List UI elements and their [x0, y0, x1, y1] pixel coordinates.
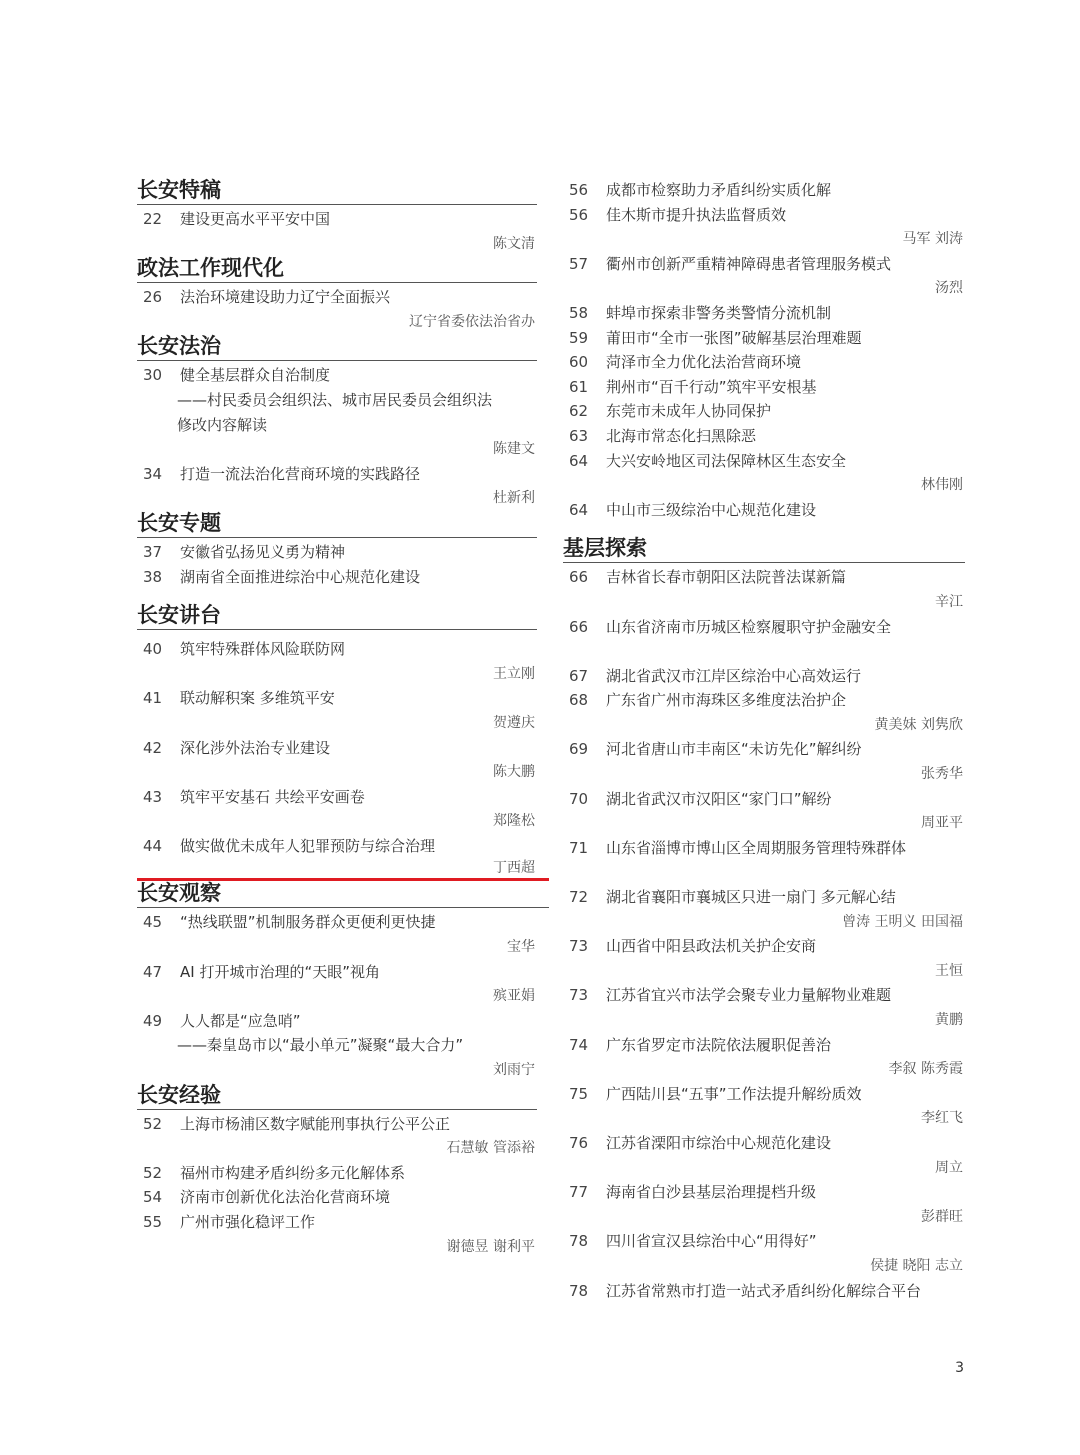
- entry-author: 贺遵庆: [493, 714, 535, 731]
- toc-entry[interactable]: [137, 910, 537, 935]
- section-title: 长安法治: [137, 334, 537, 361]
- entry-author: 曾涛 王明义 田国福: [842, 913, 963, 930]
- entry-title: 济南市创新优化法治化营商环境: [180, 1188, 391, 1207]
- entry-author: 马军 刘涛: [902, 231, 963, 248]
- entry-title: 江苏省常熟市打造一站式矛盾纠纷化解综合平台: [606, 1281, 922, 1300]
- page-ref: 64: [569, 451, 589, 470]
- entry-title: 做实做优未成年人犯罪预防与综合治理: [180, 836, 436, 855]
- toc-entry[interactable]: [137, 686, 537, 711]
- entry-title: 莆田市“全市一张图”破解基层治理难题: [606, 328, 862, 347]
- page-ref: 78: [569, 1281, 589, 1300]
- page-ref: 68: [569, 691, 589, 710]
- page-ref: 42: [143, 738, 163, 757]
- page-ref: 66: [569, 617, 589, 636]
- page-ref: 44: [143, 836, 163, 855]
- page-ref: 43: [143, 787, 163, 806]
- page-ref: 59: [569, 328, 589, 347]
- toc-entry[interactable]: [563, 424, 965, 449]
- page-ref: 56: [569, 205, 589, 224]
- toc-entry[interactable]: [563, 664, 965, 689]
- toc-entry[interactable]: [563, 1082, 965, 1107]
- entry-title: 中山市三级综治中心规范化建设: [606, 500, 817, 519]
- section-title: 长安经验: [137, 1083, 537, 1110]
- entry-author: 石慧敏 管添裕: [446, 1140, 535, 1157]
- toc-entry[interactable]: [137, 960, 537, 985]
- entry-author: 陈大鹏: [493, 764, 535, 781]
- toc-entry[interactable]: [137, 462, 537, 487]
- toc-entry[interactable]: [563, 203, 965, 228]
- page-ref: 76: [569, 1133, 589, 1152]
- entry-title: 湖北省武汉市江岸区综治中心高效运行: [606, 666, 862, 685]
- entry-title: 四川省宣汉县综治中心“用得好”: [606, 1232, 817, 1251]
- page-ref: 62: [569, 402, 589, 421]
- entry-title: 建设更高水平平安中国: [180, 210, 331, 228]
- toc-entry[interactable]: [137, 285, 537, 310]
- page-ref: 69: [569, 740, 589, 759]
- page-ref: 64: [569, 500, 589, 519]
- page-ref: 72: [569, 888, 589, 907]
- spacer-row: [563, 639, 965, 664]
- toc-entry[interactable]: [563, 688, 965, 713]
- entry-author: 杜新利: [493, 490, 535, 507]
- page-ref: 77: [569, 1183, 589, 1202]
- toc-entry[interactable]: [563, 252, 965, 277]
- entry-title: 山东省济南市历城区检察履职守护金融安全: [606, 617, 892, 636]
- entry-title: 广州市强化稳评工作: [180, 1213, 316, 1231]
- entry-author: 王立刚: [493, 665, 535, 682]
- entry-author: 宝华: [507, 939, 535, 956]
- toc-entry[interactable]: [137, 540, 537, 565]
- page-ref: 75: [569, 1084, 589, 1103]
- entry-author: 殡亚娟: [493, 988, 535, 1005]
- page-ref: 73: [569, 937, 589, 956]
- entry-author: 刘雨宁: [493, 1062, 535, 1079]
- entry-subtitle: [137, 1033, 537, 1058]
- toc-entry[interactable]: [563, 350, 965, 375]
- toc-entry[interactable]: [137, 637, 537, 662]
- entry-title: 法治环境建设助力辽宁全面振兴: [180, 288, 391, 307]
- entry-title: AI 打开城市治理的“天眼”视角: [180, 962, 380, 981]
- section-title: 长安专题: [137, 511, 537, 538]
- entry-title: 吉林省长春市朝阳区法院普法谋新篇: [606, 568, 847, 587]
- toc-entry[interactable]: [137, 1009, 537, 1034]
- entry-author: 谢德昱 谢利平: [446, 1238, 535, 1255]
- entry-title: 筑牢特殊群体风险联防网: [180, 640, 346, 659]
- toc-entry[interactable]: [563, 836, 965, 861]
- toc-entry[interactable]: [137, 1210, 537, 1235]
- entry-title: 联动解积案 多维筑平安: [180, 689, 335, 708]
- spacer-row: [563, 860, 965, 885]
- entry-author: 林伟刚: [921, 477, 963, 494]
- entry-author: 辛江: [935, 593, 963, 610]
- page-ref: 55: [143, 1213, 163, 1231]
- entry-title: “热线联盟”机制服务群众更便利更快捷: [180, 913, 436, 932]
- page-ref: 60: [569, 353, 589, 372]
- toc-entry[interactable]: [563, 737, 965, 762]
- toc-entry[interactable]: [563, 1279, 965, 1304]
- page-ref: 74: [569, 1035, 589, 1054]
- toc-entry[interactable]: [137, 207, 537, 232]
- section-title: 长安特稿: [137, 178, 537, 205]
- page-ref: 56: [569, 181, 589, 199]
- entry-title: 东莞市未成年人协同保护: [606, 402, 772, 421]
- page-ref: 40: [143, 640, 163, 659]
- toc-entry[interactable]: [563, 565, 965, 590]
- page-ref: 38: [143, 567, 163, 586]
- page-ref: 41: [143, 689, 163, 708]
- toc-entry[interactable]: [137, 1185, 537, 1210]
- toc-entry[interactable]: [137, 565, 537, 590]
- entry-title: 成都市检察助力矛盾纠纷实质化解: [606, 181, 832, 199]
- entry-title: 湖北省武汉市汉阳区“家门口”解纷: [606, 789, 832, 808]
- page-ref: 45: [143, 913, 163, 932]
- entry-author: 丁西超: [493, 860, 535, 877]
- page-ref: 70: [569, 789, 589, 808]
- page-ref: 67: [569, 666, 589, 685]
- page-ref: 22: [143, 210, 163, 228]
- toc-entry[interactable]: [563, 326, 965, 351]
- entry-title: 安徽省弘扬见义勇为精神: [180, 542, 346, 561]
- toc-entry[interactable]: [563, 983, 965, 1008]
- page-number: 3: [955, 1360, 964, 1376]
- page-ref: 78: [569, 1232, 589, 1251]
- toc-entry[interactable]: [563, 1229, 965, 1254]
- toc-entry[interactable]: [137, 1112, 537, 1137]
- entry-author: 张秀华: [921, 766, 963, 783]
- entry-subtitle-text: ——秦皇岛市以“最小单元”凝聚“最大合力”: [177, 1036, 464, 1055]
- entry-author: 王恒: [935, 962, 963, 979]
- toc-entry[interactable]: [563, 375, 965, 400]
- toc-left-column: [137, 178, 537, 1259]
- section-title: 长安讲台: [137, 603, 537, 630]
- toc-entry[interactable]: [563, 615, 965, 640]
- entry-title: 山西省中阳县政法机关护企安商: [606, 937, 817, 956]
- toc-entry[interactable]: [563, 1131, 965, 1156]
- toc-entry[interactable]: [563, 1033, 965, 1058]
- entry-title: 湖南省全面推进综治中心规范化建设: [180, 567, 421, 586]
- entry-title: 福州市构建矛盾纠纷多元化解体系: [180, 1163, 406, 1182]
- section-title: 基层探索: [563, 536, 965, 563]
- page-ref: 47: [143, 962, 163, 981]
- entry-title: 河北省唐山市丰南区“未访先化”解纠纷: [606, 740, 862, 759]
- toc-right-column: [563, 178, 965, 1303]
- entry-title: 海南省白沙县基层治理提档升级: [606, 1183, 817, 1202]
- page-ref: 30: [143, 366, 163, 385]
- page-ref: 49: [143, 1011, 163, 1030]
- section-title: 长安观察: [137, 878, 549, 908]
- entry-author: 辽宁省委依法治省办: [409, 313, 535, 330]
- entry-title: 广西陆川县“五事”工作法提升解纷质效: [606, 1084, 862, 1103]
- entry-author: 周立: [935, 1159, 963, 1176]
- page-ref: 26: [143, 288, 163, 307]
- toc-entry[interactable]: [137, 363, 537, 388]
- entry-title: 大兴安岭地区司法保障林区生态安全: [606, 451, 847, 470]
- page-ref: 73: [569, 986, 589, 1005]
- entry-title: 衢州市创新严重精神障碍患者管理服务模式: [606, 254, 892, 273]
- entry-author: 彭群旺: [921, 1208, 963, 1225]
- entry-title: 荆州市“百千行动”筑牢平安根基: [606, 377, 817, 396]
- entry-title: 上海市杨浦区数字赋能刑事执行公平公正: [180, 1114, 451, 1133]
- entry-title: 深化涉外法治专业建设: [180, 738, 331, 757]
- toc-entry[interactable]: [137, 834, 537, 859]
- entry-subtitle: [137, 413, 537, 438]
- page-ref: 61: [569, 377, 589, 396]
- entry-subtitle-text: ——村民委员会组织法、城市居民委员会组织法: [177, 390, 493, 409]
- page-ref: 58: [569, 303, 589, 322]
- entry-author: 陈文清: [493, 235, 535, 252]
- entry-author: 黄美妹 刘隽欣: [874, 716, 963, 733]
- toc-entry[interactable]: [563, 498, 965, 523]
- toc-entry[interactable]: [563, 934, 965, 959]
- entry-title: 广东省罗定市法院依法履职促善治: [606, 1035, 832, 1054]
- page-ref: 66: [569, 568, 589, 587]
- entry-title: 山东省淄博市博山区全周期服务管理特殊群体: [606, 838, 907, 857]
- entry-title: 蚌埠市探索非警务类警情分流机制: [606, 303, 832, 322]
- page-ref: 52: [143, 1163, 163, 1182]
- entry-subtitle: [137, 388, 537, 413]
- entry-author: 郑隆松: [493, 813, 535, 830]
- page-ref: 54: [143, 1188, 163, 1207]
- entry-title: 湖北省襄阳市襄城区只进一扇门 多元解心结: [606, 888, 896, 907]
- toc-entry[interactable]: [563, 399, 965, 424]
- toc-entry[interactable]: [137, 1161, 537, 1186]
- entry-title: 人人都是“应急哨”: [180, 1011, 301, 1030]
- page-ref: 71: [569, 838, 589, 857]
- entry-author: 陈建文: [493, 441, 535, 458]
- page-ref: 63: [569, 426, 589, 445]
- toc-entry[interactable]: [137, 785, 537, 810]
- entry-title: 筑牢平安基石 共绘平安画卷: [180, 787, 365, 806]
- toc-entry[interactable]: [563, 301, 965, 326]
- entry-title: 打造一流法治化营商环境的实践路径: [180, 464, 421, 483]
- entry-title: 江苏省溧阳市综治中心规范化建设: [606, 1133, 832, 1152]
- section-title: 政法工作现代化: [137, 256, 537, 283]
- toc-entry[interactable]: [563, 787, 965, 812]
- entry-author: 侯捷 晓阳 志立: [870, 1257, 963, 1274]
- entry-title: 健全基层群众自治制度: [180, 366, 331, 385]
- entry-author: 黄鹏: [935, 1012, 963, 1028]
- entry-author: 周亚平: [921, 815, 963, 832]
- page-ref: 57: [569, 254, 589, 273]
- entry-title: 广东省广州市海珠区多维度法治护企: [606, 691, 847, 710]
- toc-entry[interactable]: [137, 736, 537, 761]
- toc-entry[interactable]: [563, 1180, 965, 1205]
- entry-title: 江苏省宜兴市法学会聚专业力量解物业难题: [606, 986, 892, 1005]
- entry-title: 佳木斯市提升执法监督质效: [606, 205, 787, 224]
- page-ref: 52: [143, 1114, 163, 1133]
- entry-subtitle-text: 修改内容解读: [177, 415, 268, 434]
- entry-author: 汤烈: [935, 280, 963, 297]
- entry-author: 李叙 陈秀霞: [888, 1061, 963, 1078]
- entry-author: 李红飞: [921, 1110, 963, 1127]
- entry-title: 菏泽市全力优化法治营商环境: [606, 353, 802, 372]
- entry-title: 北海市常态化扫黑除恶: [606, 426, 757, 445]
- toc-entry[interactable]: [563, 449, 965, 474]
- toc-entry[interactable]: [563, 885, 965, 910]
- page-ref: 37: [143, 542, 163, 561]
- toc-entry[interactable]: [563, 178, 965, 203]
- page-ref: 34: [143, 464, 163, 483]
